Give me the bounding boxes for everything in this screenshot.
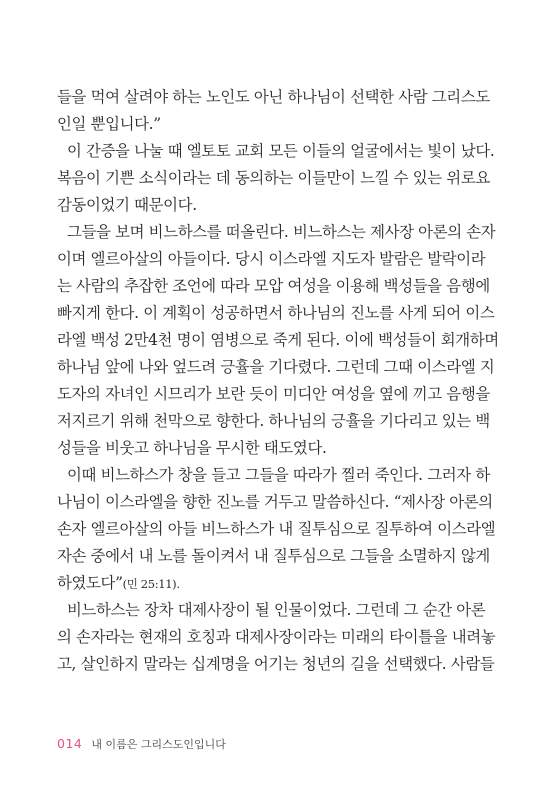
text-line: 도자의 자녀인 시므리가 보란 듯이 미디안 여성을 옆에 끼고 음행을 [57, 385, 490, 403]
text-line: 그들을 보며 비느하스를 떠올린다. 비느하스는 제사장 아론의 손자 [67, 223, 496, 241]
quote-end-text: 하였도다” [57, 574, 123, 592]
text-line: 고, 살인하지 말라는 십계명을 어기는 청년의 길을 선택했다. 사람들 [57, 655, 495, 673]
page-footer [57, 736, 226, 752]
text-line: 성들을 비웃고 하나님을 무시한 태도였다. [57, 439, 327, 457]
text-line: 이며 엘르아살의 아들이다. 당시 이스라엘 지도자 발람은 발락이라 [57, 250, 486, 268]
text-line: 자손 중에서 내 노를 돌이켜서 내 질투심으로 그들을 소멸하지 않게 [57, 547, 490, 565]
text-line: 저지르기 위해 천막으로 향한다. 하나님의 긍휼을 기다리고 있는 백 [57, 412, 490, 430]
text-line: 감동이었기 때문이다. [57, 196, 197, 214]
text-line-with-citation [57, 570, 457, 597]
text-line: 의 손자라는 현재의 호칭과 대제사장이라는 미래의 타이틀을 내려놓 [57, 628, 496, 646]
bible-citation: (민 25:11). [122, 577, 180, 591]
body-text [57, 84, 499, 678]
text-line: 이때 비느하스가 창을 들고 그들을 따라가 찔러 죽인다. 그러자 하 [67, 466, 490, 484]
text-line: 는 사람의 추잡한 조언에 따라 모압 여성을 이용해 백성들을 음행에 [57, 277, 490, 295]
text-line: 하나님 앞에 나와 엎드려 긍휼을 기다렸다. 그런데 그때 이스라엘 지 [57, 358, 495, 376]
text-line: 라엘 백성 2만4천 명이 염병으로 죽게 된다. 이에 백성들이 회개하며 [57, 331, 499, 349]
page-number: 014 [57, 736, 83, 751]
text-line: 손자 엘르아살의 아들 비느하스가 내 질투심으로 질투하여 이스라엘 [57, 520, 496, 538]
running-title: 내 이름은 그리스도인입니다 [91, 738, 226, 751]
text-line: 이 간증을 나눌 때 엘토토 교회 모든 이들의 얼굴에서는 빛이 났다. [67, 142, 495, 160]
text-line: 들을 먹여 살려야 하는 노인도 아닌 하나님이 선택한 사람 그리스도 [57, 88, 490, 106]
text-line: 비느하스는 장차 대제사장이 될 인물이었다. 그런데 그 순간 아론 [67, 601, 486, 619]
text-line: 복음이 기쁜 소식이라는 데 동의하는 이들만이 느낄 수 있는 위로요 [57, 169, 490, 187]
text-line: 나님이 이스라엘을 향한 진노를 거두고 말씀하신다. “제사장 아론의 [57, 493, 493, 511]
text-line: 빠지게 한다. 이 계획이 성공하면서 하나님의 진노를 사게 되어 이스 [57, 304, 495, 322]
text-line: 인일 뿐입니다.” [57, 115, 161, 133]
